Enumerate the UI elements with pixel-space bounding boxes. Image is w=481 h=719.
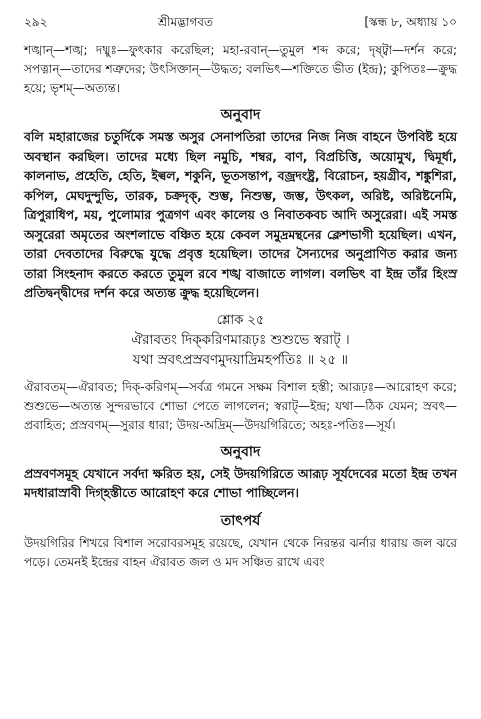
verse-translation-heading: অনুবাদ bbox=[220, 443, 261, 460]
purport-paragraph: উদয়গিরির শিখরে বিশাল সরোবরসমূহ রয়েছে, যেখান থেকে নিরন্তর ঝর্নার ধারায় জল ঝরে পড়ে। তেমনই ইন্দ্রের বাহন ঐরাবত জল ও মদ সঞ্চিত রাখে এবং bbox=[24, 535, 457, 569]
purport-heading: তাৎপর্য bbox=[220, 512, 261, 529]
verse-translation-paragraph: প্রস্রবণসমূহ যেখানে সর্বদা ক্ষরিত হয়, সেই উদয়গিরিতে আরূঢ় সূর্যদেবের মতো ইন্দ্র তখন মদধারাস্রাবী দিগ্‌হস্তীতে আরোহণ করে শোভা পাচ্ছিলেন। bbox=[24, 466, 457, 500]
verse-line-1: ঐরাবতং দিক্‌করিণমারূঢ়ঃ শুশুভে স্বরাট্‌ । bbox=[131, 331, 350, 348]
translation-paragraph: বলি মহারাজের চতুর্দিকে সমস্ত অসুর সেনাপতিরা তাদের নিজ নিজ বাহনে উপবিষ্ট হয়ে অবস্থান করছিল। তাদের মধ্যে ছিল নমুচি, শম্বর, বাণ, বিপ্রচিত্তি, অয়োমুখ, দ্বিমূর্ধা, কালনাভ, প্রহেতি, হেতি, ইল্বল, শকুনি, ভূতসন্তাপ, বজ্রদংষ্ট্র, বিরোচন, হয়গ্রীব, শঙ্কুশিরা, কপিল, মেঘদুন্দুভি, তারক, চক্রদৃক্‌, শুম্ভ, নিশুম্ভ, জম্ভ, উৎকল, অরিষ্ট, অরিষ্টনেমি, ত্রিপুরাধিপ, ময়, পুলোমার পুত্রগণ এবং কালেয় ও নিবাতকবচ আদি অসুরেরা। এই সমস্ত অসুরেরা অমৃতের অংশলাভে বঞ্চিত হয়ে কেবল সমুদ্রমন্থনের ক্লেশভাগী হয়েছিল। এখন, তারা দেবতাদের বিরুদ্ধে যুদ্ধে প্রবৃত্ত হয়েছিল। তাদের সৈন্যদের অনুপ্রাণিত করার জন্য তারা সিংহনাদ করতে করতে তুমুল রবে শঙ্খ বাজাতে লাগল। বলভিৎ বা ইন্দ্র তাঁর হিংস্র প্রতিদ্বন্দ্বীদের দর্শন করে অত্যন্ত ক্রুদ্ধ হয়েছিলেন। bbox=[24, 130, 457, 300]
book-title: শ্রীমদ্ভাগবত bbox=[157, 15, 213, 29]
chapter-reference: [স্কন্ধ ৮, অধ্যায় ১০ bbox=[364, 15, 457, 29]
synonyms-paragraph: শঙ্খান্—শঙ্খ; দধ্মুঃ—ফুৎকার করেছিল; মহা-রবান্—তুমুল শব্দ করে; দৃষ্ট্বা—দর্শন করে; সপত্নান্—তাদের শত্রুদের; উৎসিক্তান্—উদ্ধত; বলভিৎ—শক্তিতে ভীত (ইন্দ্র); কুপিতঃ—ক্রুদ্ধ হয়ে; ভৃশম্—অত্যন্ত। bbox=[24, 43, 457, 95]
verse-number: শ্লোক ২৫ bbox=[216, 312, 265, 328]
page-number: ২৯২ bbox=[24, 15, 48, 29]
translation-heading: অনুবাদ bbox=[220, 107, 261, 123]
verse-synonyms-paragraph: ঐরাবতম্—ঐরাবত; দিক্‌-করিণম্—সর্বত্র গমনে সক্ষম বিশাল হস্তী; আরূঢ়ঃ—আরোহণ করে; শুশুভে—অত্যন্ত সুন্দরভাবে শোভা পেতে লাগলেন; স্বরাট্—ইন্দ্র; যথা—ঠিক যেমন; স্রবৎ—প্রবাহিত; প্রস্রবণম্—সুরার ধারা; উদয়-অদ্রিম্—উদয়গিরিতে; অহঃ-পতিঃ—সূর্য। bbox=[24, 379, 457, 432]
page-header bbox=[24, 14, 457, 34]
verse-line-2: যথা স্রবৎপ্রস্রবণমুদয়াদ্রিমহর্পতিঃ ॥ ২৫ ॥ bbox=[132, 351, 349, 368]
verse-block bbox=[24, 312, 457, 370]
